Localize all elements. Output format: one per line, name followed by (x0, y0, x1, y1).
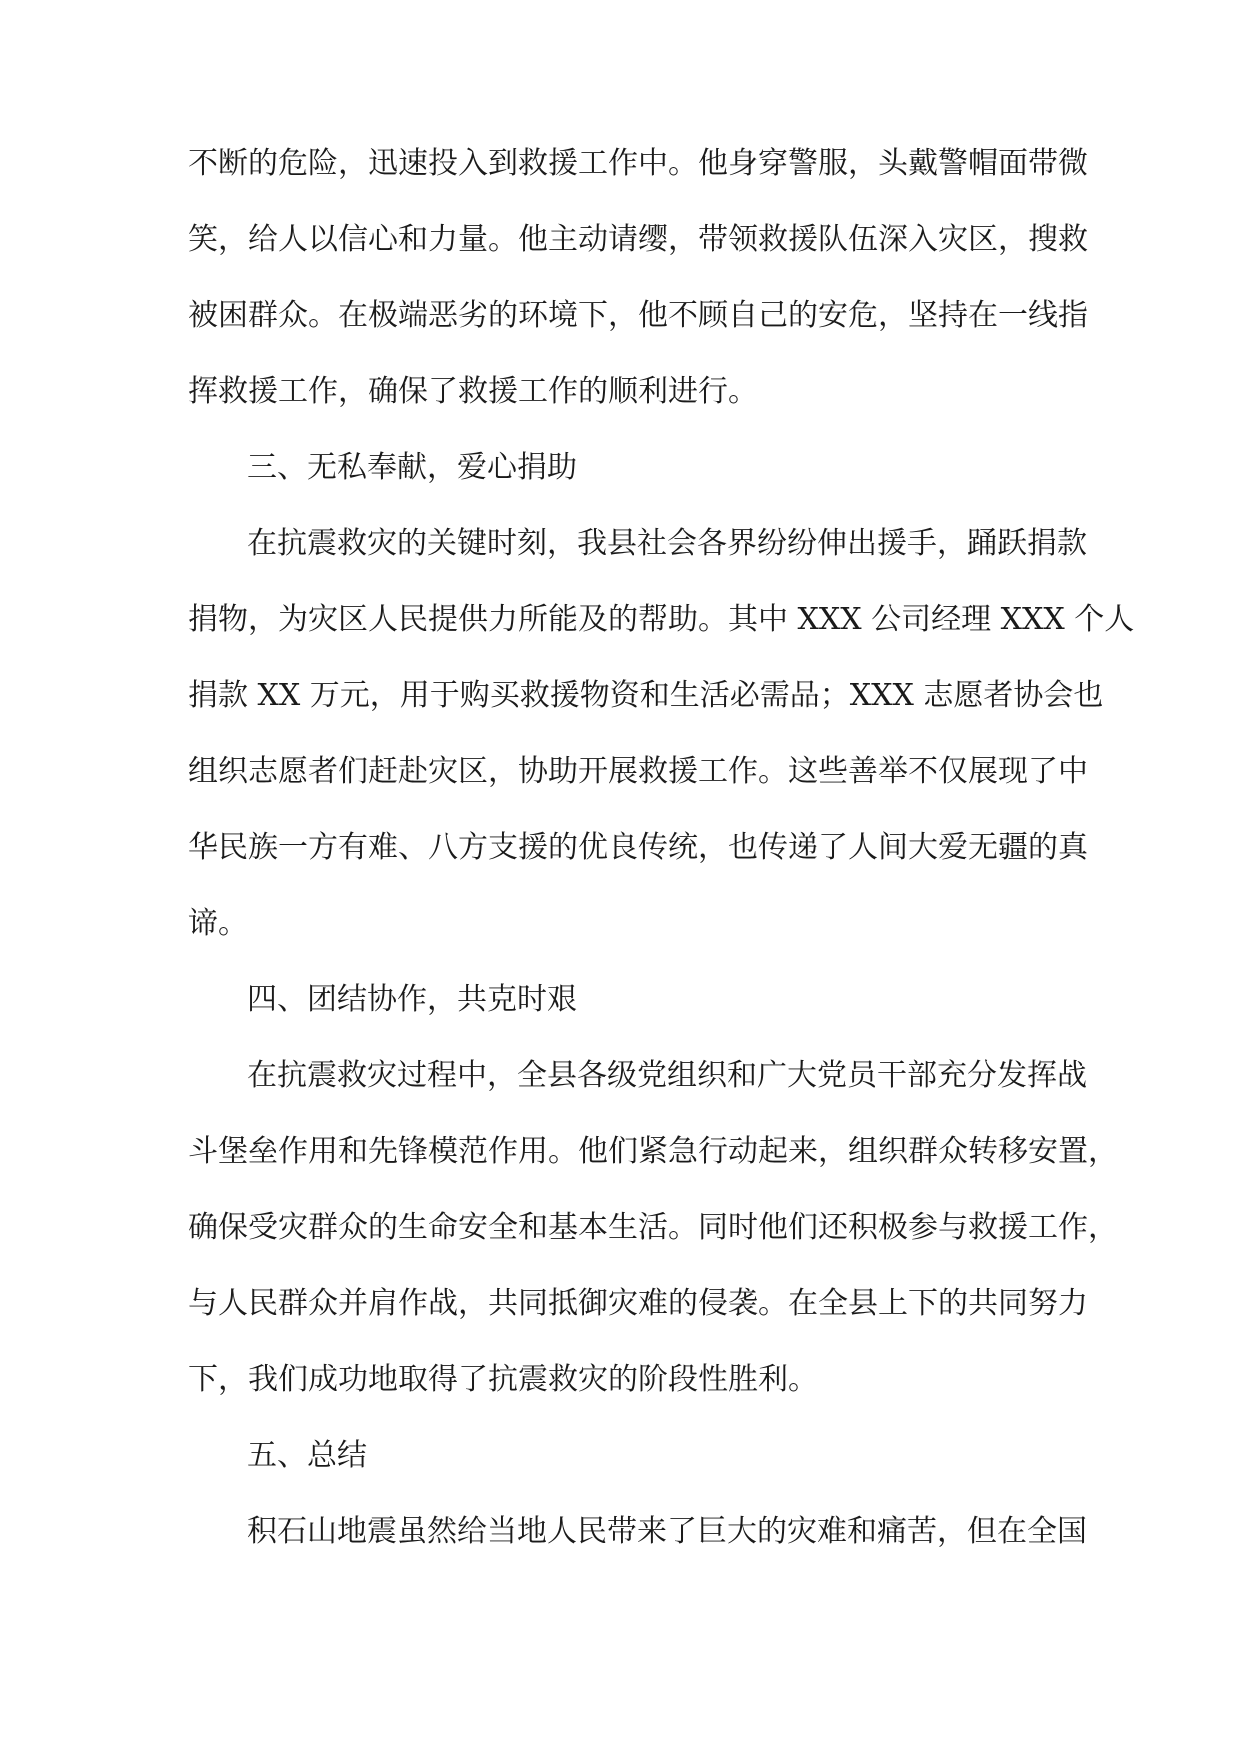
text-line: 下，我们成功地取得了抗震救灾的阶段性胜利。 (188, 1362, 818, 1397)
text-line: 不断的危险，迅速投入到救援工作中。他身穿警服，头戴警帽面带微 (188, 146, 1088, 181)
paragraph-first-line: 在抗震救灾过程中，全县各级党组织和广大党员干部充分发挥战 (247, 1058, 1087, 1093)
section-heading: 五、总结 (247, 1438, 367, 1473)
text-line: 捐物，为灾区人民提供力所能及的帮助。其中 XXX 公司经理 XXX 个人 (188, 602, 1135, 637)
text-line: 与人民群众并肩作战，共同抵御灾难的侵袭。在全县上下的共同努力 (188, 1286, 1088, 1321)
text-line: 斗堡垒作用和先锋模范作用。他们紧急行动起来，组织群众转移安置， (188, 1134, 1118, 1169)
section-heading: 三、无私奉献，爱心捐助 (247, 450, 577, 485)
text-line: 挥救援工作，确保了救援工作的顺利进行。 (188, 374, 758, 409)
document-body (188, 144, 1135, 1588)
text-line: 组织志愿者们赶赴灾区，协助开展救援工作。这些善举不仅展现了中 (188, 754, 1088, 789)
section-heading: 四、团结协作，共克时艰 (247, 982, 577, 1017)
text-line: 笑，给人以信心和力量。他主动请缨，带领救援队伍深入灾区，搜救 (188, 222, 1088, 257)
text-line: 被困群众。在极端恶劣的环境下，他不顾自己的安危，坚持在一线指 (188, 298, 1088, 333)
paragraph-first-line: 在抗震救灾的关键时刻，我县社会各界纷纷伸出援手，踊跃捐款 (247, 526, 1087, 561)
text-line: 谛。 (188, 906, 248, 941)
text-line: 捐款 XX 万元，用于购买救援物资和生活必需品；XXX 志愿者协会也 (188, 678, 1104, 713)
paragraph-first-line: 积石山地震虽然给当地人民带来了巨大的灾难和痛苦，但在全国 (247, 1514, 1087, 1549)
text-line: 华民族一方有难、八方支援的优良传统，也传递了人间大爱无疆的真 (188, 830, 1088, 865)
text-line: 确保受灾群众的生命安全和基本生活。同时他们还积极参与救援工作， (188, 1210, 1118, 1245)
